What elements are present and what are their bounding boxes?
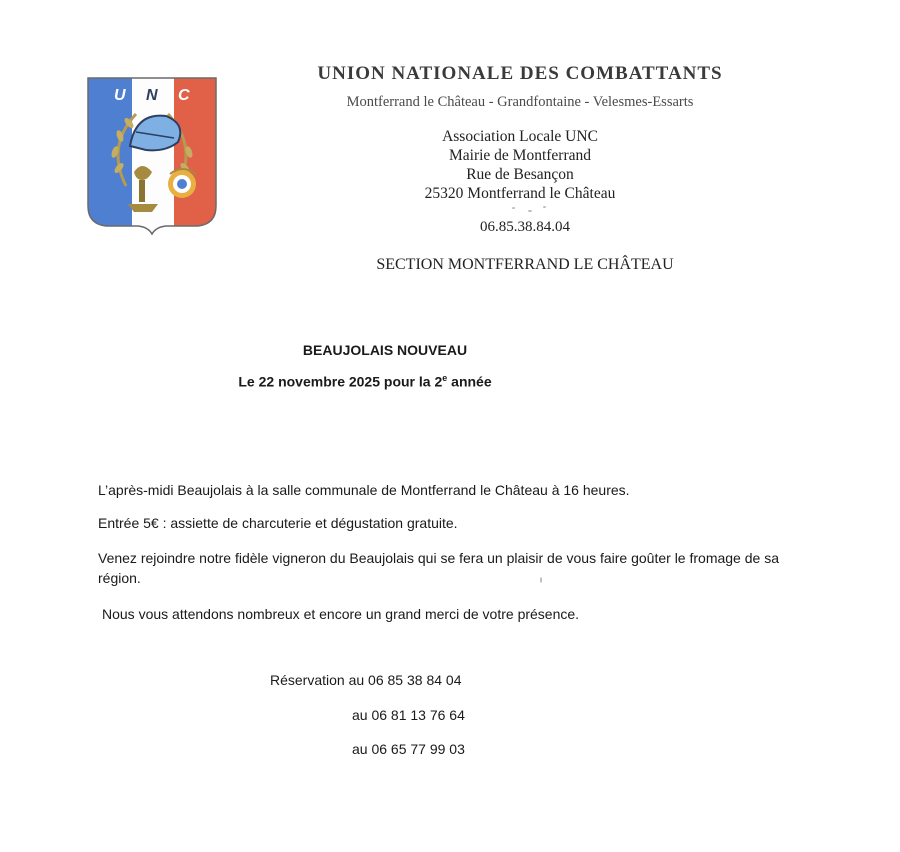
scan-speck	[540, 577, 542, 583]
scan-speck	[512, 207, 515, 209]
logo-letter-u: U	[114, 87, 126, 104]
reservation-line: au 06 81 13 76 64	[352, 707, 465, 723]
address-block	[400, 127, 640, 203]
event-date	[200, 373, 530, 390]
address-line: Rue de Besançon	[466, 166, 574, 183]
event-title: BEAUJOLAIS NOUVEAU	[302, 342, 468, 358]
paragraph-invitation: Venez rejoindre notre fidèle vigneron du Beaujolais qui se fera un plaisir de vous faire goûter le fromage de sa région.	[98, 550, 779, 586]
header-phone: 06.85.38.84.04	[480, 219, 570, 235]
paragraph-schedule: L’après-midi Beaujolais à la salle communale de Montferrand le Château à 16 heures.	[98, 482, 630, 498]
event-date-main: Le 22 novembre 2025 pour la 2	[238, 373, 443, 390]
scan-speck	[543, 206, 546, 208]
section-title: SECTION MONTFERRAND LE CHÂTEAU	[376, 256, 674, 273]
org-towns: Montferrand le Château - Grandfontaine - Velesmes-Essarts	[346, 94, 694, 110]
paragraph-price: Entrée 5€ : assiette de charcuterie et dégustation gratuite.	[98, 515, 458, 531]
logo-letter-n: N	[146, 87, 158, 104]
reservation-line: au 06 65 77 99 03	[352, 741, 465, 757]
event-date-tail: année	[447, 373, 492, 390]
reservation-line: Réservation au 06 85 38 84 04	[270, 672, 462, 688]
address-line: Association Locale UNC	[442, 128, 598, 145]
paragraph-thanks: Nous vous attendons nombreux et encore un grand merci de votre présence.	[102, 606, 580, 622]
event-date-superscript: e	[442, 373, 448, 383]
logo-letter-c: C	[178, 87, 190, 104]
address-line: 25320 Montferrand le Château	[424, 185, 616, 202]
address-line: Mairie de Montferrand	[448, 147, 592, 164]
unc-logo	[86, 76, 218, 236]
scan-speck	[528, 210, 532, 212]
org-name: UNION NATIONALE DES COMBATTANTS	[317, 63, 723, 84]
unc-shield-icon	[86, 76, 218, 236]
